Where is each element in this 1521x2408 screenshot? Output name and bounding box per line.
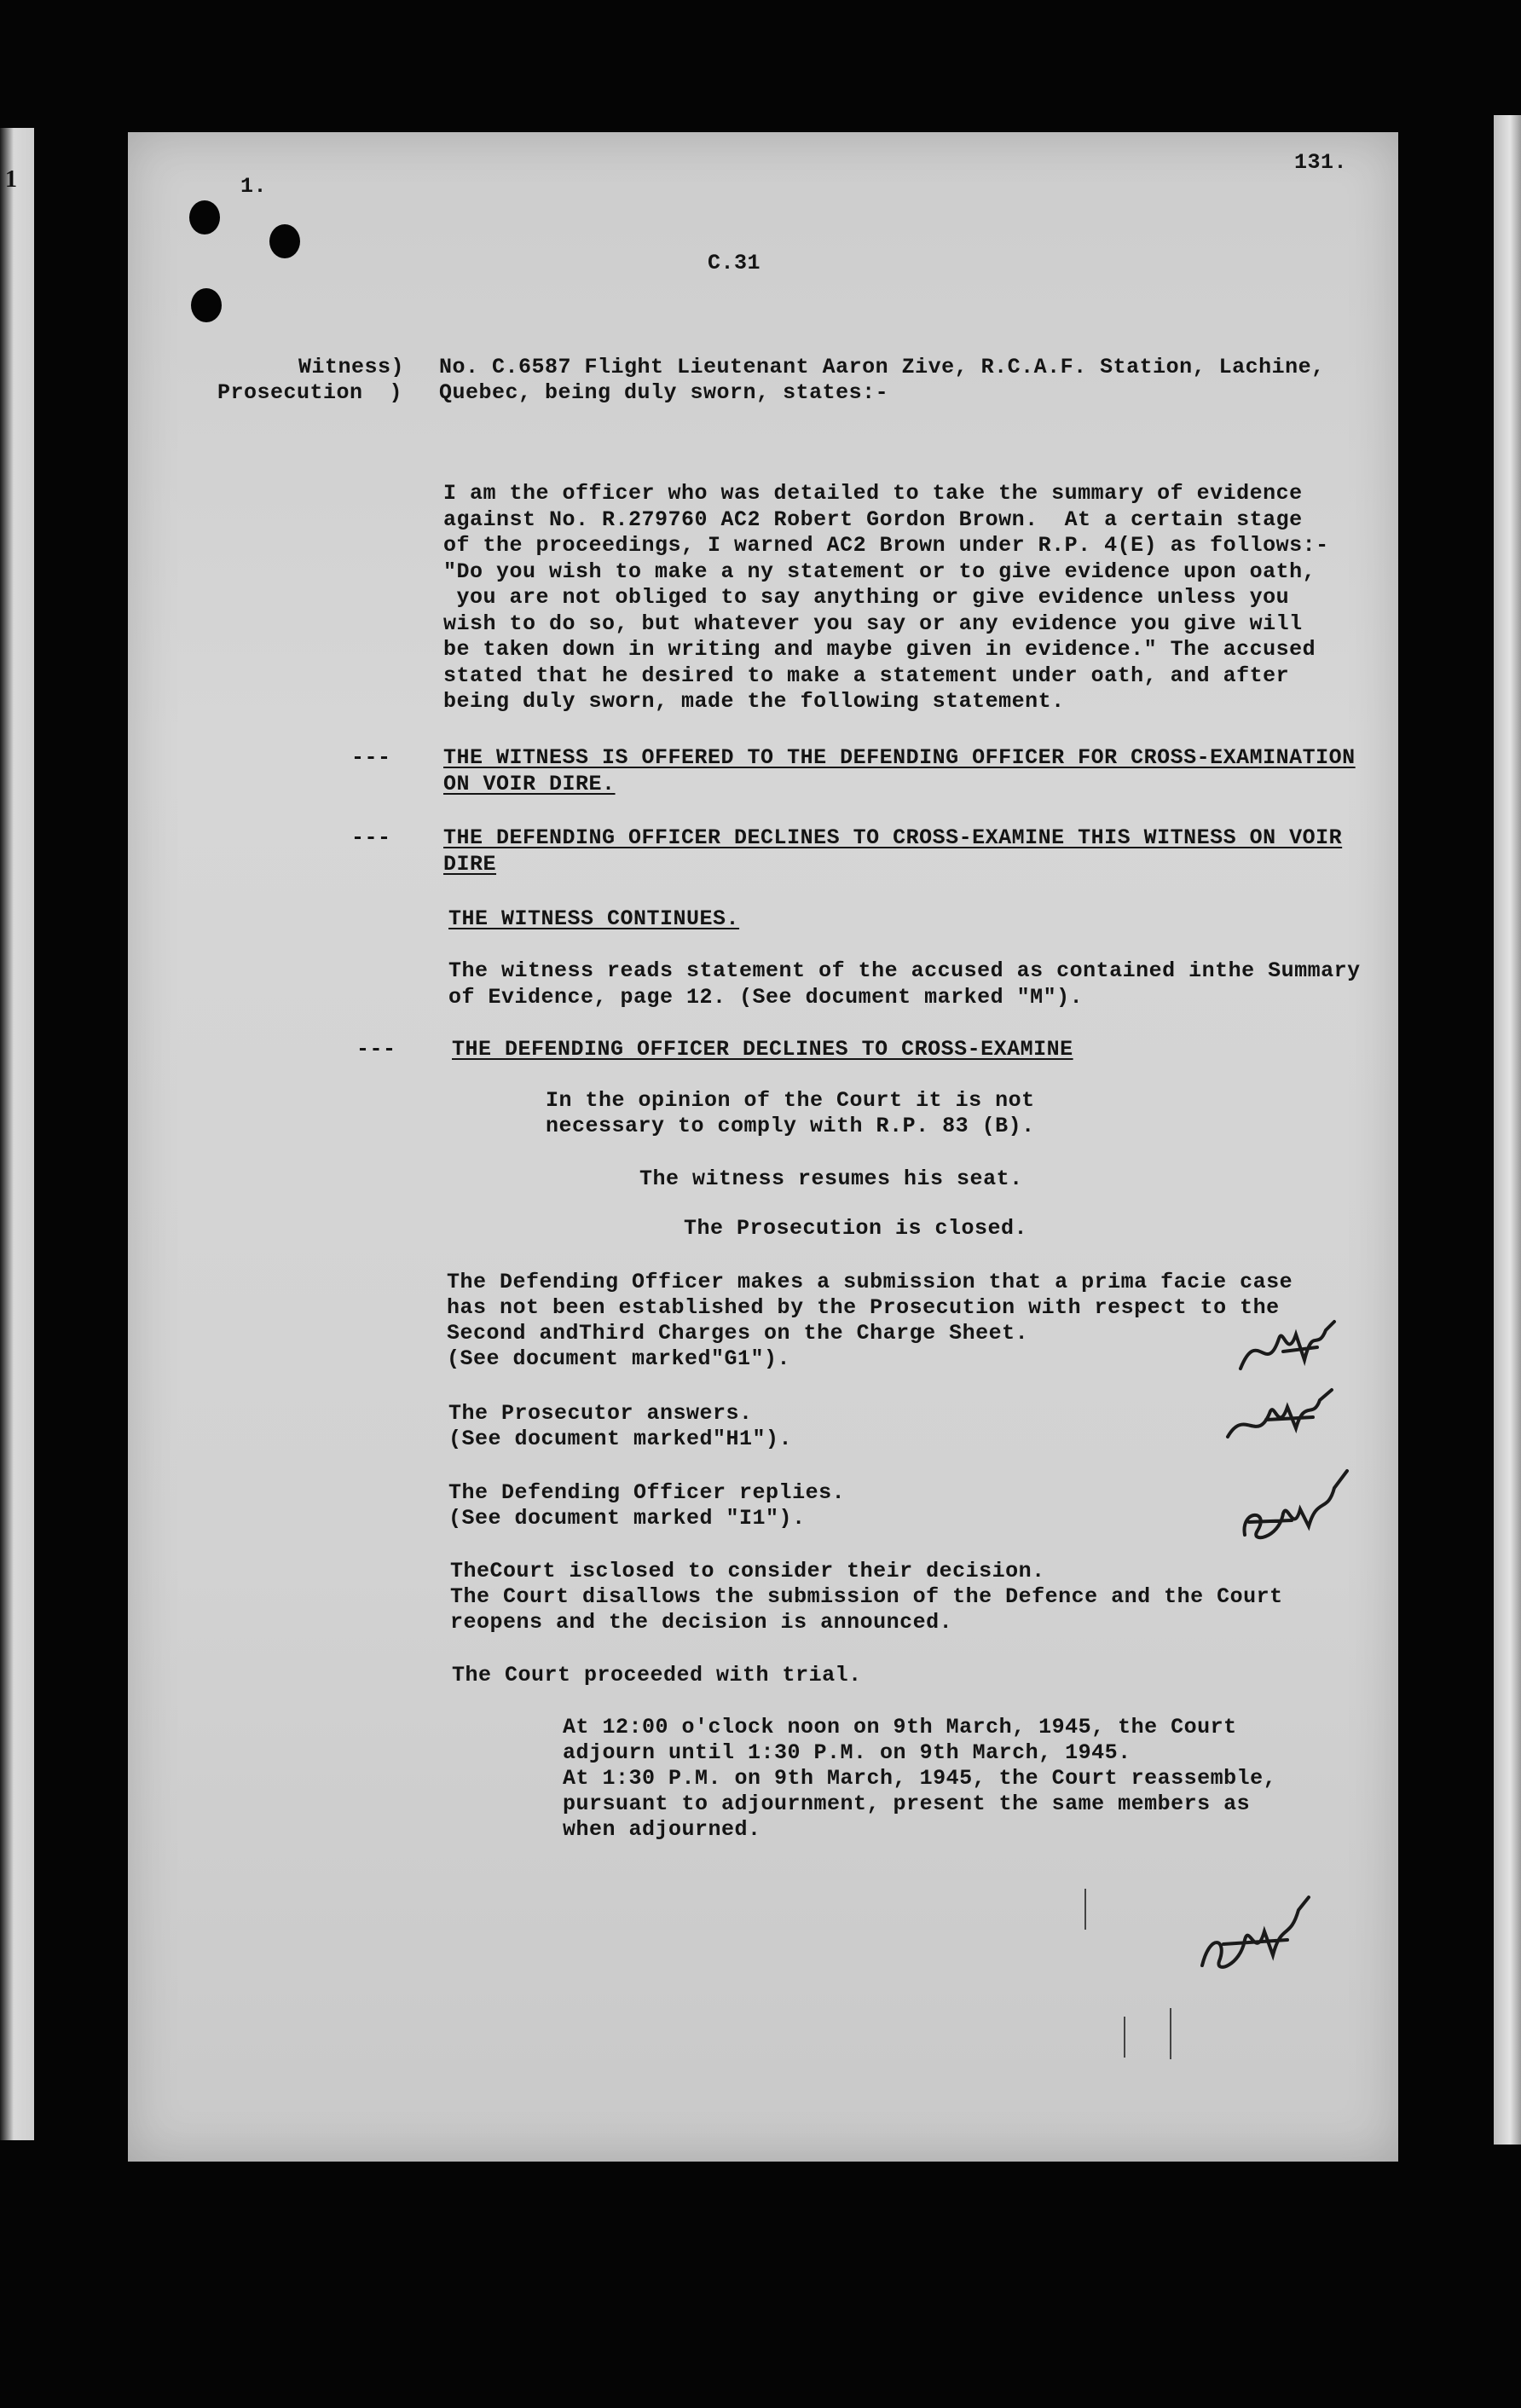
offered-heading: ON VOIR DIRE. <box>443 772 616 796</box>
page-number-left: 1. <box>240 174 268 199</box>
handwritten-initials <box>1232 1462 1360 1556</box>
adjourn-line: pursuant to adjournment, present the same members as <box>563 1792 1251 1816</box>
proceeded-line: The Court proceeded with trial. <box>452 1663 862 1687</box>
document-page <box>128 132 1398 2162</box>
decision-line: reopens and the decision is announced. <box>450 1610 953 1635</box>
adjourn-line: At 1:30 P.M. on 9th March, 1945, the Court reassemble, <box>563 1766 1277 1791</box>
offered-heading: THE WITNESS IS OFFERED TO THE DEFENDING OFFICER FOR CROSS-EXAMINATION <box>443 745 1356 770</box>
declines-voir-heading: THE DEFENDING OFFICER DECLINES TO CROSS-EXAMINE THIS WITNESS ON VOIR <box>443 825 1343 850</box>
decision-line: TheCourt isclosed to consider their decision. <box>450 1559 1045 1583</box>
submission-line: Second andThird Charges on the Charge Sheet. <box>447 1321 1029 1346</box>
statement-line: "Do you wish to make a ny statement or to give evidence upon oath, <box>443 559 1316 584</box>
statement-line: of the proceedings, I warned AC2 Brown under R.P. 4(E) as follows:- <box>443 533 1329 558</box>
dash-marker: --- <box>351 825 391 850</box>
adjourn-line: At 12:00 o'clock noon on 9th March, 1945, the Court <box>563 1715 1237 1739</box>
statement-line: wish to do so, but whatever you say or any evidence you give will <box>443 611 1303 636</box>
statement-line: stated that he desired to make a statement under oath, and after <box>443 663 1290 688</box>
handwritten-initials <box>1219 1381 1356 1450</box>
adjourn-line: when adjourned. <box>563 1817 761 1842</box>
witness-label: Witness) <box>298 355 405 379</box>
statement-line: be taken down in writing and maybe given in evidence." The accused <box>443 637 1316 662</box>
closed-line: The Prosecution is closed. <box>684 1216 1028 1241</box>
submission-line: has not been established by the Prosecution with respect to the <box>447 1295 1280 1320</box>
statement-line: being duly sworn, made the following statement. <box>443 689 1065 714</box>
reads-line: of Evidence, page 12. (See document marked "M"). <box>448 985 1084 1010</box>
witness-intro-line: Quebec, being duly sworn, states:- <box>439 380 889 405</box>
reads-line: The witness reads statement of the accused as contained inthe Summary <box>448 958 1361 983</box>
left-page-fragment: 1 <box>5 166 17 193</box>
dash-marker: --- <box>351 745 391 770</box>
witness-label: Prosecution ) <box>217 380 403 405</box>
declines-voir-heading: DIRE <box>443 852 497 877</box>
replies-line: (See document marked "I1"). <box>448 1506 806 1531</box>
pencil-mark <box>1170 2008 1171 2059</box>
adjourn-line: adjourn until 1:30 P.M. on 9th March, 1945. <box>563 1740 1131 1765</box>
dash-marker: --- <box>356 1037 396 1062</box>
resumes-line: The witness resumes his seat. <box>639 1166 1023 1191</box>
opinion-line: necessary to comply with R.P. 83 (B). <box>546 1114 1035 1138</box>
pencil-mark <box>1084 1889 1086 1930</box>
witness-intro-line: No. C.6587 Flight Lieutenant Aaron Zive, R.C.A.F. Station, Lachine, <box>439 355 1325 379</box>
opinion-line: In the opinion of the Court it is not <box>546 1088 1035 1113</box>
prosecutor-line: The Prosecutor answers. <box>448 1401 753 1426</box>
punch-hole <box>191 288 222 322</box>
handwritten-initials <box>1232 1309 1360 1386</box>
prosecutor-line: (See document marked"H1"). <box>448 1427 793 1451</box>
punch-hole <box>189 200 220 234</box>
handwritten-initials <box>1189 1889 1326 1983</box>
adjacent-page-right <box>1494 115 1521 2145</box>
submission-line: The Defending Officer makes a submission that a prima facie case <box>447 1270 1293 1294</box>
statement-line: against No. R.279760 AC2 Robert Gordon Brown. At a certain stage <box>443 507 1303 532</box>
continues-heading: THE WITNESS CONTINUES. <box>448 906 740 931</box>
decision-line: The Court disallows the submission of the Defence and the Court <box>450 1584 1283 1609</box>
statement-line: you are not obliged to say anything or give evidence unless you <box>443 585 1290 610</box>
punch-hole <box>269 224 300 258</box>
replies-line: The Defending Officer replies. <box>448 1480 846 1505</box>
page-number-right: 131. <box>1294 150 1348 175</box>
pencil-mark <box>1124 2017 1125 2058</box>
document-code: C.31 <box>708 251 761 275</box>
adjacent-page-left <box>0 128 34 2140</box>
submission-line: (See document marked"G1"). <box>447 1346 791 1371</box>
statement-line: I am the officer who was detailed to take the summary of evidence <box>443 481 1303 506</box>
declines-heading: THE DEFENDING OFFICER DECLINES TO CROSS-EXAMINE <box>452 1037 1073 1062</box>
